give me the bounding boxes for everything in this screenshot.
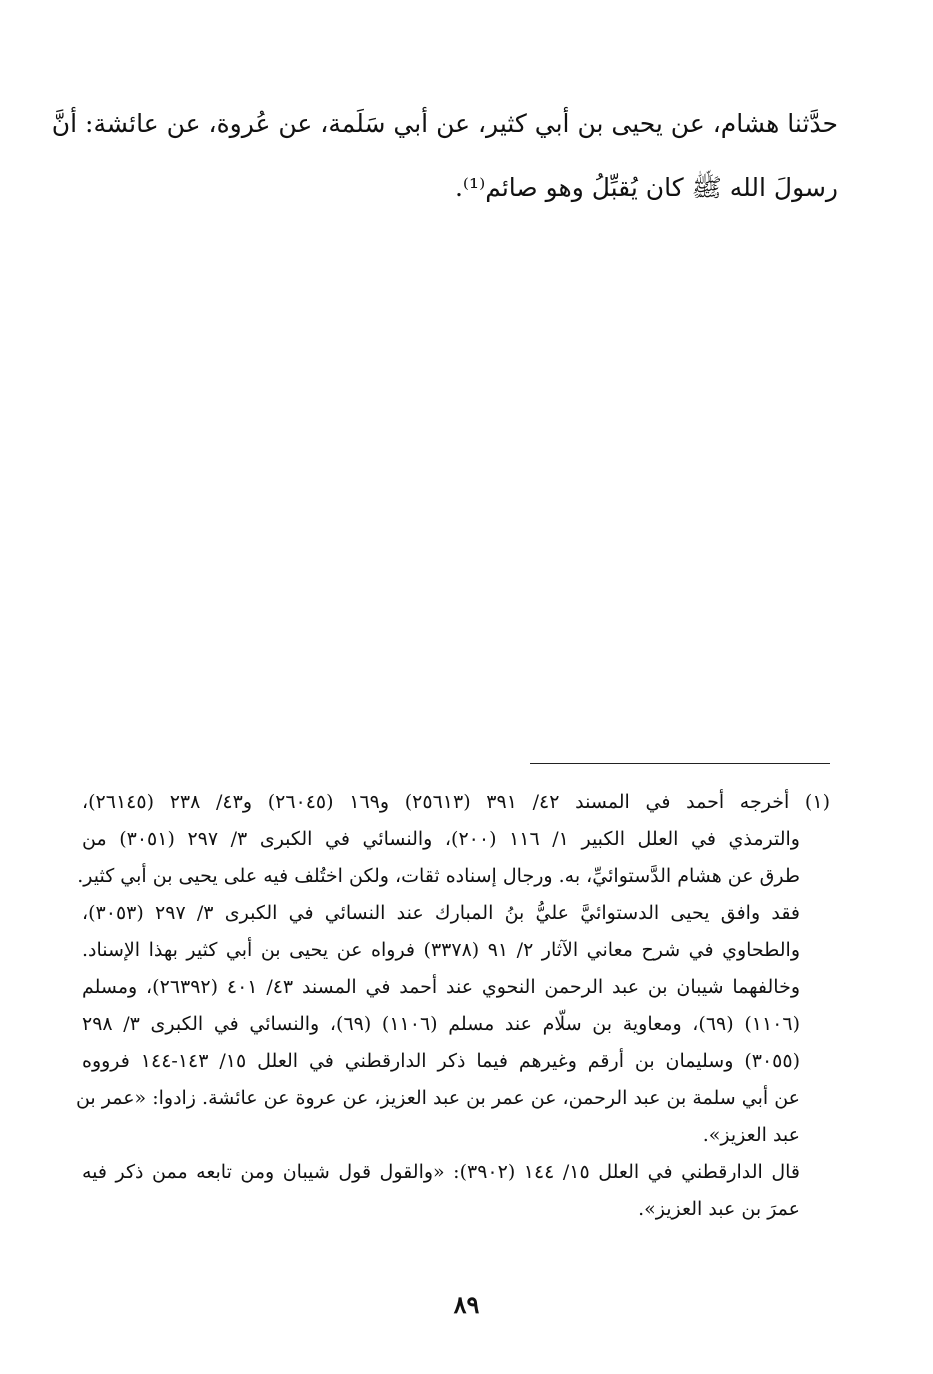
footnote-line: والترمذي في العلل الكبير ١/ ١١٦ (٢٠٠)، والنسائي في الكبرى ٣/ ٢٩٧ (٣٠٥١) من	[82, 828, 800, 850]
footnote-separator	[530, 763, 830, 764]
main-text-line: رسولَ الله ﷺ كان يُقبِّلُ وهو صائم⁽¹⁾.	[454, 173, 838, 202]
footnote-line: فقد وافق يحيى الدستوائيَّ عليُّ بنُ المبارك عند النسائي في الكبرى ٣/ ٢٩٧ (٣٠٥٣)،	[82, 902, 801, 924]
footnote-line: وخالفهما شيبان بن عبد الرحمن النحوي عند أحمد في المسند ٤٣/ ٤٠١ (٢٦٣٩٢)، ومسلم	[82, 976, 800, 998]
footnote-line: (١) أخرجه أحمد في المسند ٤٢/ ٣٩١ (٢٥٦١٣) و١٦٩ (٢٦٠٤٥) و٤٣/ ٢٣٨ (٢٦١٤٥)،	[82, 791, 830, 813]
footnote-line: عمرَ بن عبد العزيز».	[638, 1198, 800, 1220]
footnote-line: عن أبي سلمة بن عبد الرحمن، عن عمر بن عبد العزيز، عن عروة عن عائشة. زادوا: «عمر بن	[75, 1087, 800, 1109]
footnote-line: عبد العزيز».	[702, 1124, 800, 1146]
main-text	[51, 92, 838, 220]
page-number: ٨٩	[453, 1290, 480, 1319]
footnote-line: (١١٠٦) (٦٩)، ومعاوية بن سلّام عند مسلم (١١٠٦) (٦٩)، والنسائي في الكبرى ٣/ ٢٩٨	[82, 1013, 800, 1035]
footnote-line: (٣٠٥٥) وسليمان بن أرقم وغيرهم فيما ذكر الدارقطني في العلل ١٥/ ١٤٣-١٤٤ فرووه	[82, 1050, 800, 1072]
footnote-line: قال الدارقطني في العلل ١٥/ ١٤٤ (٣٩٠٢): «والقول قول شيبان ومن تابعه ممن ذكر فيه	[82, 1161, 801, 1183]
footnote-line: طرق عن هشام الدَّستوائيِّ، به. ورجال إسناده ثقات، ولكن اختُلف فيه على يحيى بن أبي كثير.	[77, 865, 800, 887]
footnotes	[75, 784, 830, 1228]
main-text-line: حدَّثنا هشام، عن يحيى بن أبي كثير، عن أبي سَلَمة، عن عُروة، عن عائشة: أنَّ	[51, 109, 838, 138]
footnote-line: والطحاوي في شرح معاني الآثار ٢/ ٩١ (٣٣٧٨) فرواه عن يحيى بن أبي كثير بهذا الإسناد.	[82, 939, 800, 961]
